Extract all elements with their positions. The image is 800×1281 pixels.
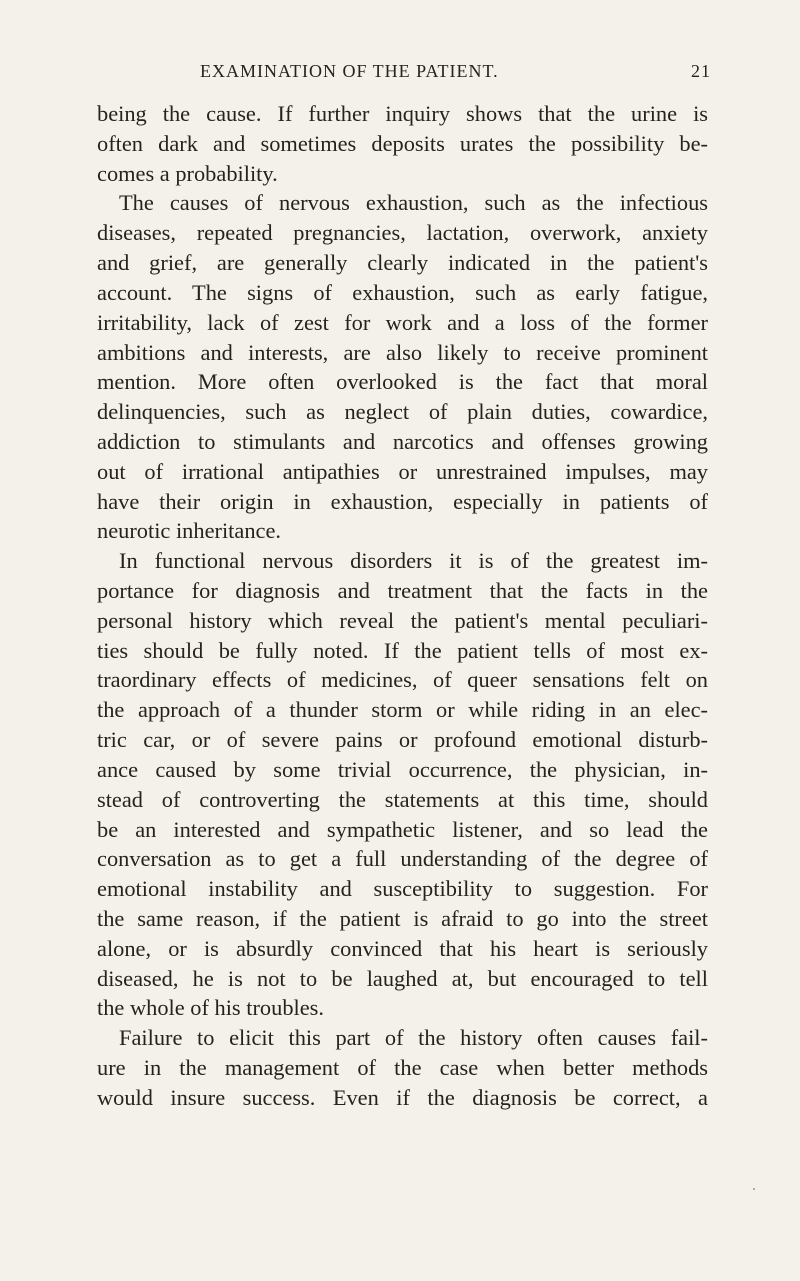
text-line: have their origin in exhaustion, especially in patients of [97, 488, 708, 514]
text-line: ambitions and interests, are also likely to receive prominent [97, 339, 708, 365]
text-line: ties should be fully noted. If the patient tells of most ex- [97, 637, 708, 663]
text-line: traordinary effects of medicines, of queer sensations felt on [97, 667, 708, 693]
text-line: often dark and sometimes deposits urates the possibility be- [97, 130, 708, 156]
text-line: stead of controverting the statements at this time, should [97, 786, 708, 812]
text-line: portance for diagnosis and treatment that the facts in the [97, 578, 708, 603]
text-line: account. The signs of exhaustion, such as early fatigue, [97, 279, 708, 305]
text-line: diseased, he is not to be laughed at, but encouraged to tell [97, 965, 708, 991]
text-line: delinquencies, such as neglect of plain duties, cowardice, [97, 399, 708, 425]
text-line: mention. More often overlooked is the fact that moral [97, 369, 708, 395]
running-head [0, 57, 800, 85]
text-line: tric car, or of severe pains or profound emotional disturb- [97, 727, 708, 753]
text-line: Failure to elicit this part of the history often causes fail- [119, 1025, 708, 1051]
text-line: addiction to stimulants and narcotics and offenses growing [97, 428, 708, 454]
text-line: the same reason, if the patient is afraid to go into the street [97, 905, 708, 931]
text-line: alone, or is absurdly convinced that his heart is seriously [97, 935, 708, 961]
text-line: out of irrational antipathies or unrestrained impulses, may [97, 458, 708, 484]
page-number: 21 [691, 61, 711, 81]
text-line: conversation as to get a full understanding of the degree of [97, 846, 708, 872]
text-line: and grief, are generally clearly indicated in the patient's [97, 250, 708, 276]
text-line: emotional instability and susceptibility to suggestion. For [97, 876, 708, 902]
running-title: EXAMINATION OF THE PATIENT. [200, 61, 499, 81]
text-line: diseases, repeated pregnancies, lactation, overwork, anxiety [97, 220, 708, 246]
text-line: In functional nervous disorders it is of the greatest im- [119, 548, 708, 574]
text-line: ure in the management of the case when better methods [97, 1055, 708, 1080]
text-line: The causes of nervous exhaustion, such as the infectious [119, 190, 708, 216]
text-line: the approach of a thunder storm or while riding in an elec- [97, 697, 708, 723]
paper-speck [753, 1188, 755, 1190]
text-line: would insure success. Even if the diagnosis be correct, a [97, 1084, 708, 1110]
text-line: the whole of his troubles. [97, 995, 324, 1021]
text-line: irritability, lack of zest for work and a loss of the former [97, 309, 708, 335]
text-line: neurotic inheritance. [97, 518, 282, 544]
text-line: being the cause. If further inquiry shows that the urine is [97, 101, 708, 126]
text-line: be an interested and sympathetic listener, and so lead the [97, 816, 708, 842]
text-line: personal history which reveal the patient's mental peculiari- [97, 607, 708, 633]
text-line: ance caused by some trivial occurrence, the physician, in- [97, 756, 708, 782]
body-text [97, 99, 708, 1113]
text-line: comes a probability. [97, 160, 278, 186]
